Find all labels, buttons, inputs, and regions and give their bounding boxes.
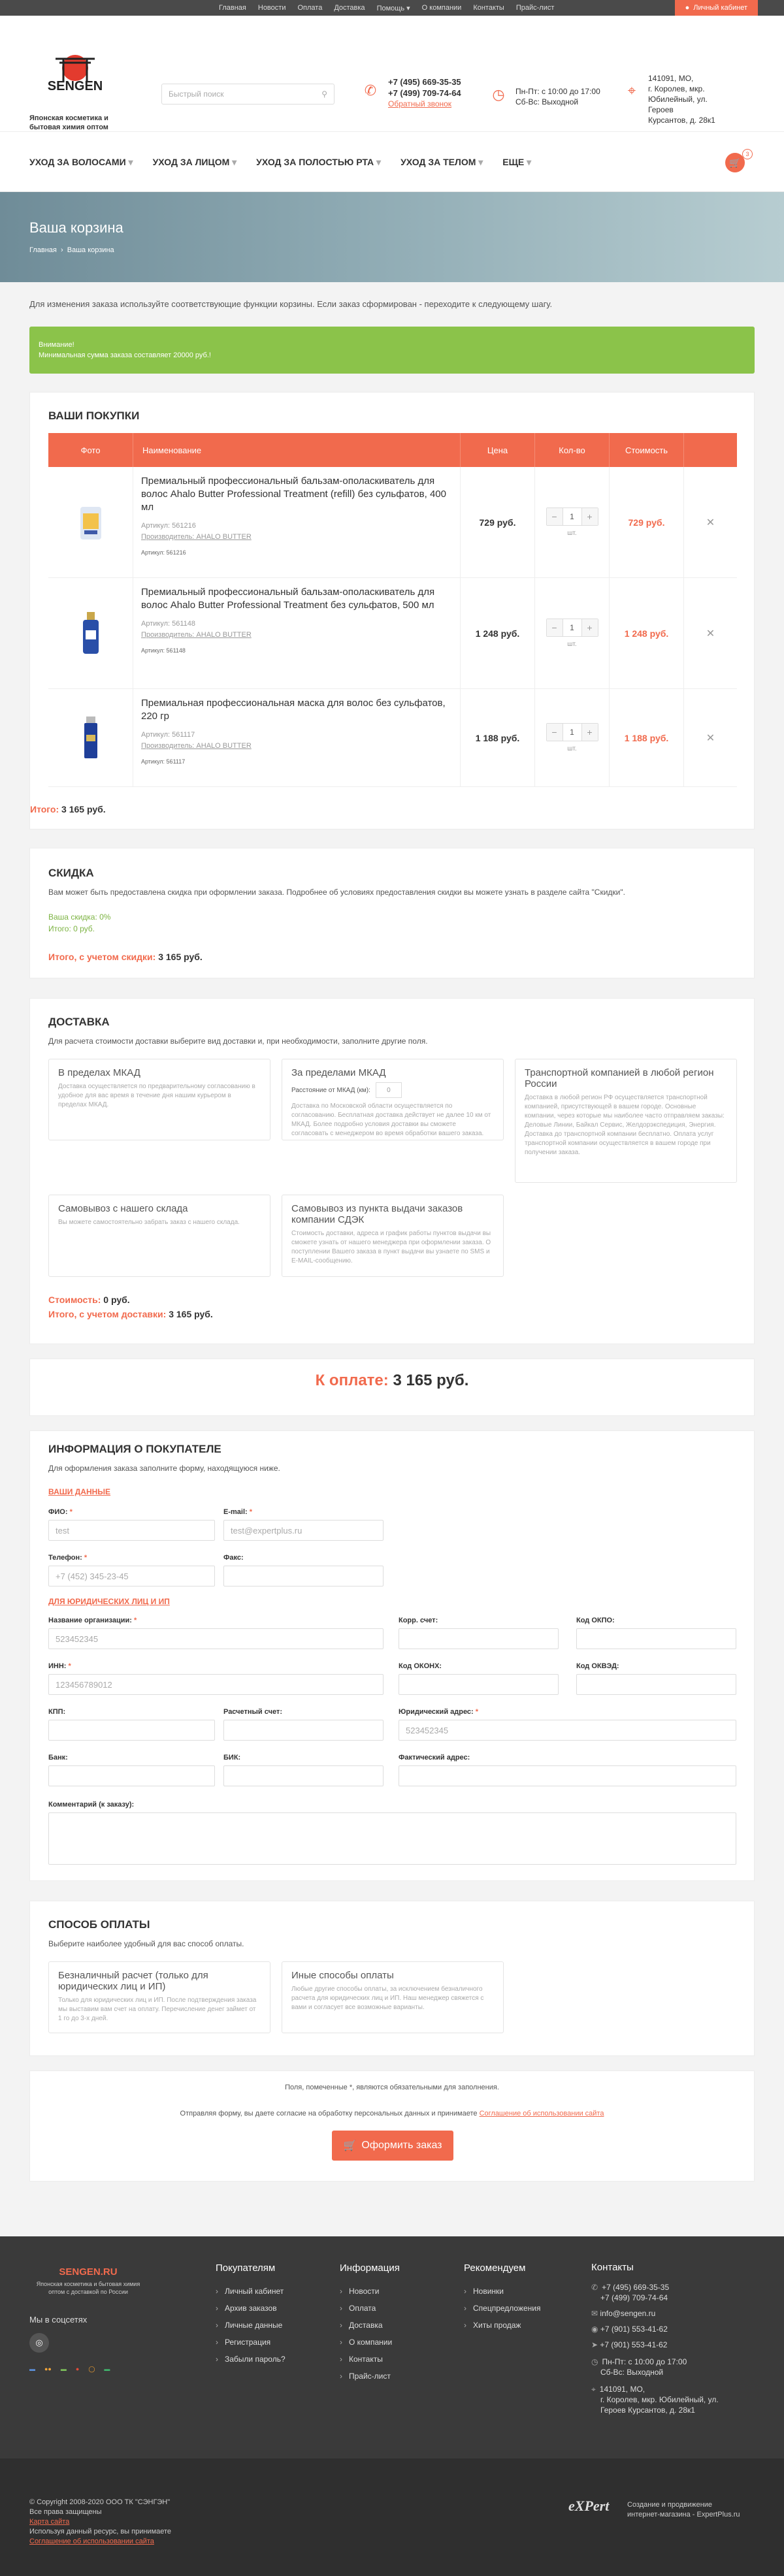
- total-label: Итого:: [30, 804, 59, 814]
- footer-col-info: [340, 2262, 400, 2385]
- alert-box: [29, 327, 755, 374]
- nav-label: УХОД ЗА ТЕЛОМ: [400, 156, 476, 167]
- consent-link[interactable]: Соглашение об использовании сайта: [479, 2110, 604, 2117]
- developer-logo[interactable]: eXPert: [568, 2498, 610, 2514]
- footer-link[interactable]: › Оплата: [340, 2300, 400, 2317]
- col-delete: [684, 433, 737, 467]
- address-line: Курсантов, д. 28к1: [648, 116, 715, 125]
- rs-field[interactable]: [223, 1720, 384, 1741]
- product-photo[interactable]: [48, 578, 133, 688]
- use-text: Используя данный ресурс, вы принимаете: [29, 2528, 172, 2536]
- footer-link[interactable]: › О компании: [340, 2334, 400, 2351]
- whatsapp-icon: ◉: [591, 2325, 598, 2334]
- footer-link[interactable]: › Контакты: [340, 2351, 400, 2368]
- label-text: Юридический адрес:: [399, 1708, 474, 1716]
- quantity-value[interactable]: 1: [563, 508, 582, 525]
- to-pay-value: 3 165 руб.: [393, 1372, 469, 1389]
- col-price: Цена: [461, 433, 535, 467]
- top-nav: [219, 0, 554, 16]
- search-input[interactable]: [161, 84, 335, 105]
- required-mark: *: [133, 1617, 137, 1624]
- required-mark: *: [69, 1508, 73, 1516]
- product-article: Артикул: 561216: [141, 522, 196, 530]
- chevron-down-icon: ▾: [406, 4, 410, 12]
- uaddr-field[interactable]: 523452345: [399, 1720, 736, 1741]
- cart-icon[interactable]: 🛒: [725, 153, 745, 172]
- address-line: 141091, МО,: [648, 74, 694, 83]
- option-desc: Вы можете самостоятельно забрать заказ с нашего склада.: [58, 1219, 240, 1226]
- delete-icon[interactable]: ✕: [706, 517, 715, 528]
- footer-link[interactable]: › Забыли пароль?: [216, 2351, 286, 2368]
- buyer-text: Для оформления заказа заполните форму, находящуюся ниже.: [48, 1464, 280, 1473]
- option-title: Транспортной компанией в любой регион России: [525, 1067, 714, 1089]
- footer-contacts: [591, 2262, 748, 2415]
- page-banner: [0, 192, 784, 282]
- email-label: [223, 1508, 252, 1516]
- option-title: За пределами МКАД: [291, 1067, 386, 1078]
- delete-icon[interactable]: ✕: [706, 732, 715, 744]
- social-title: Мы в соцсетях: [29, 2315, 88, 2325]
- option-desc: Стоимость доставки, адреса и график работы пунктов выдачи вы сможете узнать от нашего менеджера при оформлении заказа. О поступлении Вашего заказа в пункт выдачи вы узнаете по SMS и E-MAIL-сообщению.: [291, 1230, 491, 1264]
- product-name[interactable]: Премиальная профессиональная маска для волос без сульфатов, 220 гр: [141, 698, 446, 722]
- top-bar: [0, 0, 784, 16]
- col-name: Наименование: [133, 433, 461, 467]
- required-mark: *: [249, 1508, 253, 1516]
- okonh-field[interactable]: [399, 1674, 559, 1695]
- mir-icon: ▬: [60, 2366, 67, 2372]
- topnav-home[interactable]: Главная: [219, 4, 246, 12]
- product-sku: Артикул: 561148: [141, 647, 186, 654]
- option-desc: Доставка по Московской области осуществляется по согласованию. Бесплатная доставка действует не далее 10 км от МКАД. Более подробно условия доставки вы сможете согласовать с менеджером во время обработки вашего заказа.: [291, 1103, 491, 1137]
- payment-icons: [29, 2366, 110, 2373]
- bik-label: БИК:: [223, 1754, 241, 1762]
- cabinet-label: Личный кабинет: [693, 4, 747, 12]
- purchases-total: [30, 804, 106, 814]
- org-label: [48, 1617, 137, 1624]
- consent: [0, 2110, 784, 2117]
- phone-icon: ✆: [364, 82, 377, 99]
- plus-icon[interactable]: +: [582, 724, 598, 741]
- table-header: [48, 433, 737, 467]
- developer-text: Создание и продвижение: [627, 2501, 713, 2509]
- product-photo[interactable]: [48, 467, 133, 577]
- location-icon: ⌖: [627, 82, 636, 99]
- phone-1[interactable]: +7 (495) 669-35-35: [388, 77, 461, 87]
- footer-col-buyers: [216, 2262, 286, 2368]
- intro-text: Для изменения заказа используйте соответствующие функции корзины. Если заказ сформирован - переходите к следующему шагу.: [29, 299, 553, 309]
- faddr-label: Фактический адрес:: [399, 1754, 470, 1762]
- footer-address: Героев Курсантов, д. 28к1: [600, 2406, 695, 2415]
- chevron-down-icon: ▾: [128, 156, 133, 167]
- personal-subtitle: ВАШИ ДАННЫЕ: [48, 1487, 111, 1496]
- product-price: 1 248 руб.: [461, 578, 535, 688]
- delivery-option[interactable]: [515, 1059, 737, 1183]
- unit-label: шт.: [567, 641, 577, 648]
- logo[interactable]: [29, 54, 121, 93]
- product-price: 1 188 руб.: [461, 689, 535, 786]
- bank-field[interactable]: [48, 1765, 215, 1786]
- chevron-down-icon: ▾: [232, 156, 237, 167]
- cart-icon: 🛒: [343, 2140, 357, 2151]
- buyer-title: ИНФОРМАЦИЯ О ПОКУПАТЕЛЕ: [48, 1443, 221, 1455]
- footer-bottom: [0, 2458, 784, 2576]
- footer-col-recommend: [464, 2262, 541, 2334]
- cabinet-button[interactable]: [675, 0, 758, 16]
- phone-icon: ✆: [591, 2283, 598, 2292]
- table-row: [48, 467, 737, 578]
- footer-link[interactable]: › Доставка: [340, 2317, 400, 2334]
- nav-more[interactable]: [502, 157, 531, 168]
- chevron-down-icon: ▾: [527, 156, 532, 167]
- required-mark: *: [68, 1662, 71, 1670]
- cart-count-badge: 3: [742, 149, 753, 159]
- tagline: Японская косметика и бытовая химия оптом: [29, 114, 108, 131]
- option-desc: Любые другие способы оплаты, за исключением безналичного расчета для юридических лиц и ИП. Наш менеджер свяжется с вами и согласует все возможные варианты.: [291, 1986, 484, 2011]
- footer-email[interactable]: info@sengen.ru: [600, 2309, 656, 2318]
- option-title: Безналичный расчет (только для юридических лиц и ИП): [58, 1970, 208, 1992]
- breadcrumb-current: Ваша корзина: [67, 246, 114, 254]
- delivery-text: Для расчета стоимости доставки выберите вид доставки и, при необходимости, заполните другие поля.: [48, 1037, 428, 1046]
- product-total: 1 248 руб.: [610, 578, 684, 688]
- product-name[interactable]: Премиальный профессиональный бальзам-ополаскиватель для волос Ahalo Butter Professional Treatment (refill) без сульфатов, 400 мл: [141, 475, 446, 513]
- product-total: 729 руб.: [610, 467, 684, 577]
- comment-label: Комментарий (к заказу):: [48, 1801, 135, 1809]
- bank-label: Банк:: [48, 1754, 68, 1762]
- payment-card: [29, 1901, 755, 2056]
- chevron-down-icon: ▾: [478, 156, 483, 167]
- quantity-value[interactable]: 1: [563, 619, 582, 636]
- col-qty: Кол-во: [535, 433, 610, 467]
- rs-label: Расчетный счет:: [223, 1708, 282, 1716]
- col-total: Стоимость: [610, 433, 684, 467]
- footer-phone[interactable]: +7 (495) 669-35-35: [602, 2283, 670, 2292]
- telegram-icon: ➤: [591, 2340, 598, 2349]
- okved-label: Код ОКВЭД:: [576, 1662, 619, 1670]
- label-text: Название организации:: [48, 1617, 132, 1624]
- minus-icon[interactable]: −: [547, 724, 563, 741]
- unit-label: шт.: [567, 530, 577, 537]
- delivery-total: [48, 1307, 213, 1321]
- consent-text: Отправляя форму, вы даете согласие на обработку персональных данных и принимаете: [180, 2110, 478, 2117]
- delivery-option[interactable]: [48, 1195, 270, 1277]
- footer-link[interactable]: › Регистрация: [216, 2334, 286, 2351]
- order-button[interactable]: [332, 2131, 453, 2161]
- korr-label: Корр. счет:: [399, 1617, 438, 1624]
- topnav-help[interactable]: [377, 4, 410, 12]
- clock-icon: ◷: [492, 86, 505, 103]
- clock-icon: ◷: [591, 2357, 598, 2366]
- korr-field[interactable]: [399, 1628, 559, 1649]
- phone-2[interactable]: +7 (499) 709-74-64: [388, 88, 461, 98]
- required-note: Поля, помеченные *, являются обязательными для заполнения.: [285, 2084, 499, 2091]
- product-maker[interactable]: Производитель: AHALO BUTTER: [141, 742, 252, 750]
- topnav-contacts[interactable]: Контакты: [473, 4, 504, 12]
- purchases-card: [29, 392, 755, 829]
- hours-weekend: Сб-Вс: Выходной: [515, 97, 579, 106]
- footer-link[interactable]: › Архив заказов: [216, 2300, 286, 2317]
- topnav-delivery[interactable]: Доставка: [334, 4, 365, 12]
- delivery-title: ДОСТАВКА: [48, 1016, 110, 1028]
- topnav-about[interactable]: О компании: [421, 4, 462, 12]
- product-name[interactable]: Премиальный профессиональный бальзам-ополаскиватель для волос Ahalo Butter Professional Treatment без сульфатов, 500 мл: [141, 587, 435, 611]
- hours: [515, 86, 600, 107]
- search-placeholder: Быстрый поиск: [169, 89, 224, 99]
- okpo-label: Код ОКПО:: [576, 1617, 615, 1624]
- user-icon: ●: [685, 4, 690, 12]
- cost-label: Стоимость:: [48, 1295, 101, 1305]
- address-line: г. Королев, мкр.: [648, 84, 705, 93]
- location-icon: ⌖: [591, 2385, 596, 2394]
- visa-icon: ▬: [29, 2366, 35, 2372]
- total-value: 3 165 руб.: [158, 952, 203, 962]
- footer-col-title: Покупателям: [216, 2262, 276, 2274]
- mastercard-icon: ●●: [44, 2366, 52, 2372]
- footer-link[interactable]: › Личный кабинет: [216, 2283, 286, 2300]
- topnav-help-label: Помощь: [376, 4, 405, 12]
- uaddr-label: [399, 1708, 478, 1716]
- breadcrumb-home[interactable]: Главная: [29, 246, 57, 254]
- delete-icon[interactable]: ✕: [706, 628, 715, 639]
- cost-value: 0 руб.: [103, 1295, 130, 1305]
- product-maker[interactable]: Производитель: AHALO BUTTER: [141, 533, 252, 541]
- quantity-stepper[interactable]: [546, 619, 598, 637]
- product-article: Артикул: 561117: [141, 731, 195, 739]
- nav-hair[interactable]: [29, 157, 133, 168]
- order-button-label: Оформить заказ: [361, 2140, 442, 2151]
- plus-icon[interactable]: +: [582, 508, 598, 525]
- qiwi-icon: ◯: [88, 2366, 95, 2372]
- label-text: E-mail:: [223, 1508, 248, 1516]
- buyer-card: [29, 1430, 755, 1881]
- payment-option[interactable]: [282, 1961, 504, 2033]
- maestro-icon: ●: [75, 2366, 80, 2372]
- product-sku: Артикул: 561117: [141, 758, 186, 765]
- sitemap-link[interactable]: Карта сайта: [29, 2518, 70, 2526]
- footer-hours: Пн-Пт: с 10:00 до 17:00: [602, 2357, 687, 2366]
- required-mark: *: [475, 1708, 479, 1716]
- alert-text: Минимальная сумма заказа составляет 20000 руб.!: [39, 351, 211, 359]
- table-row: [48, 578, 737, 689]
- fax-label: Факс:: [223, 1554, 244, 1562]
- phone-field[interactable]: +7 (452) 345-23-45: [48, 1566, 215, 1586]
- discount-percent: Ваша скидка: 0%: [48, 912, 111, 922]
- discount-card: [29, 848, 755, 978]
- footer-address: 141091, МО,: [599, 2385, 645, 2394]
- phones: [388, 76, 461, 110]
- to-pay-label: К оплате:: [315, 1372, 389, 1389]
- delivery-option[interactable]: [282, 1195, 504, 1277]
- product-price: 729 руб.: [461, 467, 535, 577]
- option-title: Иные способы оплаты: [291, 1970, 394, 1981]
- footer-link[interactable]: › Прайс-лист: [340, 2368, 400, 2385]
- discount-title: СКИДКА: [48, 867, 94, 879]
- bik-field[interactable]: [223, 1765, 384, 1786]
- nav-label: ЕЩЕ: [502, 156, 525, 167]
- callback-link[interactable]: Обратный звонок: [388, 99, 452, 108]
- kpp-label: КПП:: [48, 1708, 66, 1716]
- unit-label: шт.: [567, 745, 577, 752]
- fio-field[interactable]: test: [48, 1520, 215, 1541]
- developer-text[interactable]: интернет-магазина - ExpertPlus.ru: [627, 2511, 740, 2519]
- option-desc: Доставка в любой регион РФ осуществляется транспортной компанией, присутствующей в вашем городе. Основные компании, через которые мы наиболее часто отправляем заказы: Деловые Линии, Байкал Сервис, Желдорэкспедиция, Энергия. Доставка до транспортной компании бесплатно. Оплата услуг транспортной компании осуществляется в вашем городе при получении заказа.: [525, 1094, 725, 1156]
- distance-input[interactable]: 0: [376, 1082, 402, 1098]
- nav-label: УХОД ЗА ВОЛОСАМИ: [29, 156, 126, 167]
- purchases-title: ВАШИ ПОКУПКИ: [48, 410, 140, 422]
- main-nav: [0, 132, 784, 192]
- legal-subtitle: ДЛЯ ЮРИДИЧЕСКИХ ЛИЦ И ИП: [48, 1597, 170, 1606]
- phone-label: [48, 1554, 87, 1562]
- label-text: ФИО:: [48, 1508, 68, 1516]
- footer-brand[interactable]: SENGEN.RU: [59, 2266, 118, 2278]
- payment-title: СПОСОБ ОПЛАТЫ: [48, 1918, 150, 1931]
- footer-hours: Сб-Вс: Выходной: [600, 2368, 664, 2377]
- delivery-cost: [48, 1293, 213, 1307]
- svg-text:SENGEN: SENGEN: [47, 79, 103, 93]
- footer-col-title: Рекомендуем: [464, 2262, 526, 2274]
- cart-table: [48, 433, 737, 787]
- nav-body[interactable]: [400, 157, 483, 168]
- option-desc: Доставка осуществляется по предварительному согласованию в удобное для вас время в течение дня нашим курьером в пределах МКАД.: [58, 1083, 255, 1108]
- fax-field[interactable]: [223, 1566, 384, 1586]
- total-label: Итого, с учетом скидки:: [48, 952, 156, 962]
- topnav-payment[interactable]: Оплата: [297, 4, 323, 12]
- minus-icon[interactable]: −: [547, 619, 563, 636]
- comment-textarea[interactable]: [48, 1812, 736, 1865]
- email-field[interactable]: test@expertplus.ru: [223, 1520, 384, 1541]
- payment-option[interactable]: [48, 1961, 270, 2033]
- sberbank-icon: ▬: [104, 2366, 110, 2372]
- nav-face[interactable]: [153, 157, 237, 168]
- footer-brand-sub: Японская косметика и бытовая химия оптом с доставкой по России: [36, 2281, 140, 2295]
- total-value: 3 165 руб.: [169, 1309, 213, 1319]
- chevron-down-icon: ▾: [376, 156, 382, 167]
- table-row: [48, 689, 737, 787]
- footer-phone[interactable]: +7 (499) 709-74-64: [600, 2293, 668, 2302]
- fio-label: [48, 1508, 73, 1516]
- total-value: 3 165 руб.: [61, 804, 106, 814]
- plus-icon[interactable]: +: [582, 619, 598, 636]
- alert-title: Внимание!: [39, 341, 74, 349]
- topnav-news[interactable]: Новости: [257, 4, 286, 12]
- inn-field[interactable]: 123456789012: [48, 1674, 384, 1695]
- search-icon[interactable]: ⚲: [321, 89, 327, 99]
- footer-link[interactable]: › Новинки: [464, 2283, 541, 2300]
- footer-link[interactable]: › Новости: [340, 2283, 400, 2300]
- footer-address: г. Королев, мкр. Юбилейный, ул.: [600, 2395, 719, 2404]
- footer-link[interactable]: › Личные данные: [216, 2317, 286, 2334]
- product-total: 1 188 руб.: [610, 689, 684, 786]
- email-icon: ✉: [591, 2309, 598, 2318]
- instagram-icon[interactable]: ◎: [29, 2333, 49, 2353]
- label-text: ИНН:: [48, 1662, 67, 1670]
- org-field[interactable]: 523452345: [48, 1628, 384, 1649]
- hours-weekdays: Пн-Пт: с 10:00 до 17:00: [515, 87, 600, 96]
- okonh-label: Код ОКОНХ:: [399, 1662, 442, 1670]
- col-photo: Фото: [48, 433, 133, 467]
- footer-link[interactable]: › Спецпредложения: [464, 2300, 541, 2317]
- product-maker[interactable]: Производитель: AHALO BUTTER: [141, 631, 252, 639]
- nav-mouth[interactable]: [256, 157, 381, 168]
- kpp-field[interactable]: [48, 1720, 215, 1741]
- footer-telegram[interactable]: +7 (901) 553-41-62: [600, 2340, 668, 2349]
- address: [648, 73, 733, 125]
- distance-label: Расстояние от МКАД (км):: [291, 1086, 370, 1094]
- breadcrumb: Главная › Ваша корзина: [29, 246, 114, 254]
- footer-link[interactable]: › Хиты продаж: [464, 2317, 541, 2334]
- discount-text: Вам может быть предоставлена скидка при оформлении заказа. Подробнее об условиях предоставления скидки вы можете узнать в разделе сайта "Скидки".: [48, 888, 625, 897]
- to-pay-total: [0, 1372, 784, 1390]
- total-label: Итого, с учетом доставки:: [48, 1309, 167, 1319]
- nav-label: УХОД ЗА ЛИЦОМ: [152, 156, 230, 167]
- option-title: Самовывоз из пункта выдачи заказов компании СДЭК: [291, 1203, 463, 1225]
- delivery-option[interactable]: [282, 1059, 504, 1140]
- footer-whatsapp[interactable]: +7 (901) 553-41-62: [600, 2325, 668, 2334]
- label-text: Телефон:: [48, 1554, 82, 1562]
- footer-col-title: Контакты: [591, 2262, 634, 2273]
- required-mark: *: [84, 1554, 88, 1562]
- faddr-field[interactable]: [399, 1765, 736, 1786]
- inn-label: [48, 1662, 71, 1670]
- payment-text: Выберите наиболее удобный для вас способ оплаты.: [48, 1939, 244, 1948]
- option-desc: Только для юридических лиц и ИП. После подтверждения заказа мы выставим вам счет на оплату. Перечисление денег займет от 1 го до 3-х дней.: [58, 1997, 257, 2022]
- footer: [0, 2236, 784, 2576]
- product-article: Артикул: 561148: [141, 620, 196, 628]
- option-title: В пределах МКАД: [58, 1067, 140, 1078]
- discount-amount: Итого: 0 руб.: [48, 924, 95, 933]
- delivery-card: [29, 998, 755, 1344]
- address-line: Юбилейный, ул. Героев: [648, 95, 708, 114]
- copyright: © Copyright 2008-2020 ООО ТК "СЭНГЭН": [29, 2498, 171, 2506]
- okved-field[interactable]: [576, 1674, 736, 1695]
- product-sku: Артикул: 561216: [141, 549, 186, 556]
- quantity-stepper[interactable]: [546, 507, 598, 526]
- footer-col-title: Информация: [340, 2262, 400, 2274]
- minus-icon[interactable]: −: [547, 508, 563, 525]
- nav-label: УХОД ЗА ПОЛОСТЬЮ РТА: [256, 156, 374, 167]
- product-photo[interactable]: [48, 689, 133, 786]
- page-title: Ваша корзина: [29, 219, 123, 236]
- quantity-value[interactable]: 1: [563, 724, 582, 741]
- option-title: Самовывоз с нашего склада: [58, 1203, 188, 1214]
- topnav-pricelist[interactable]: Прайс-лист: [515, 4, 555, 12]
- quantity-stepper[interactable]: [546, 723, 598, 741]
- delivery-option[interactable]: [48, 1059, 270, 1140]
- header: [0, 16, 784, 132]
- use-link[interactable]: Соглашение об использовании сайта: [29, 2537, 154, 2545]
- discount-total: [48, 952, 203, 962]
- rights: Все права защищены: [29, 2508, 102, 2516]
- okpo-field[interactable]: [576, 1628, 736, 1649]
